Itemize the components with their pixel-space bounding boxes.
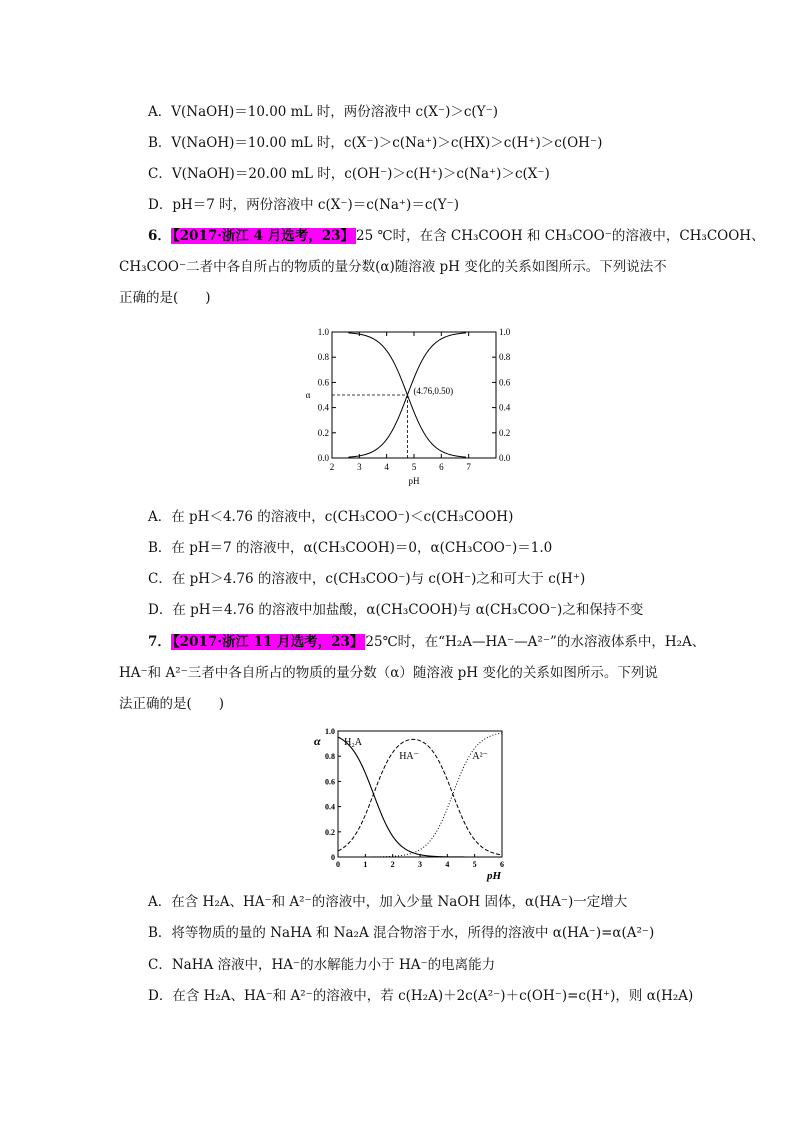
x-tick-label: 3	[418, 860, 422, 869]
x-tick-label: 6	[439, 462, 444, 472]
y-tick-label: 0.6	[317, 377, 329, 388]
y-tick-label-right: 0.4	[499, 402, 511, 413]
y-tick-label-right: 0.6	[499, 377, 511, 388]
y-tick-label: 0.2	[325, 827, 335, 837]
x-tick-label: 5	[472, 860, 477, 869]
label-ha: HA⁻	[399, 751, 419, 762]
q6-stem-line-1	[148, 226, 765, 246]
y-axis-label: α	[305, 390, 311, 400]
y-tick-label: 1.0	[325, 727, 335, 736]
prev-option-a: A．V(NaOH)＝10.00 mL 时，两份溶液中 c(X⁻)＞c(Y⁻)	[148, 104, 498, 120]
x-tick-label: 6	[500, 860, 504, 869]
chart-h2a-distribution	[312, 725, 512, 883]
intersection-annotation: (4.76,0.50)	[413, 386, 454, 396]
q7-stem-line-2: HA⁻和 A²⁻三者中各自所占的物质的量分数（α）随溶液 pH 变化的关系如图所示。下列说	[119, 665, 658, 681]
prev-option-b: B．V(NaOH)＝10.00 mL 时，c(X⁻)＞c(Na⁺)＞c(HX)＞c(H⁺)＞c(OH⁻)	[148, 135, 603, 151]
x-tick-label: 0	[336, 860, 340, 869]
prev-option-d: D．pH＝7 时，两份溶液中 c(X⁻)＝c(Na⁺)＝c(Y⁻)	[148, 197, 459, 213]
x-tick-label: 1	[363, 860, 368, 869]
x-tick-label: 4	[384, 462, 389, 472]
x-tick-label: 2	[390, 860, 395, 869]
y-tick-label: 0.6	[325, 777, 335, 787]
plot-frame	[338, 731, 502, 857]
chart-acetic-acid-distribution	[300, 322, 530, 494]
q7-stem-line-3: 法正确的是( )	[119, 696, 225, 712]
y-tick-label: 0.0	[317, 453, 329, 463]
y-tick-label: 1.0	[317, 327, 329, 337]
label-a2: A²⁻	[472, 751, 488, 762]
q6-source-tag: 【2017·浙江 4 月选考，23】	[172, 228, 355, 244]
q6-option-d: D．在 pH＝4.76 的溶液中加盐酸，α(CH₃COOH)与 α(CH₃COO⁻)之和保持不变	[148, 602, 644, 618]
q6-option-b: B．在 pH＝7 的溶液中，α(CH₃COOH)＝0，α(CH₃COO⁻)＝1.0	[148, 540, 553, 556]
y-tick-label-right: 0.0	[499, 453, 511, 463]
q6-option-a: A．在 pH＜4.76 的溶液中，c(CH₃COO⁻)＜c(CH₃COOH)	[148, 509, 514, 525]
y-tick-label-right: 0.8	[499, 352, 511, 363]
y-tick-label: 0.4	[325, 802, 335, 812]
y-tick-label: 0.8	[325, 752, 335, 762]
x-tick-label: 4	[445, 860, 450, 869]
q7-option-a: A．在含 H₂A、HA⁻和 A²⁻的溶液中，加入少量 NaOH 固体，α(HA⁻)一定增大	[148, 894, 628, 910]
q7-stem-text-1: 25℃时，在“H₂A—HA⁻—A²⁻”的水溶液体系中，H₂A、	[365, 634, 706, 650]
q6-stem-line-2: CH₃COO⁻二者中各自所占的物质的量分数(α)随溶液 pH 变化的关系如图所示。下列说法不	[119, 259, 667, 275]
y-axis-label: α	[314, 734, 321, 748]
q6-stem-text-1: 25 ℃时，在含 CH₃COOH 和 CH₃COO⁻的溶液中，CH₃COOH、	[356, 228, 765, 244]
q7-number: 7．	[148, 634, 171, 650]
q7-option-b: B．将等物质的量的 NaHA 和 Na₂A 混合物溶于水，所得的溶液中 α(HA⁻)=α(A²⁻)	[148, 925, 655, 941]
x-axis-label: pH	[486, 870, 502, 882]
y-tick-label: 0.4	[317, 402, 329, 413]
q6-number: 6．	[148, 228, 171, 244]
label-h2a: H₂A	[344, 737, 363, 748]
q7-stem-line-1	[148, 632, 705, 652]
prev-option-c: C．V(NaOH)＝20.00 mL 时，c(OH⁻)＞c(H⁺)＞c(Na⁺)＞c(X⁻)	[148, 166, 550, 182]
x-tick-label: 3	[357, 462, 362, 472]
y-tick-label-right: 1.0	[499, 327, 511, 337]
x-tick-label: 7	[466, 462, 471, 472]
x-tick-label: 5	[411, 462, 417, 472]
y-tick-label: 0.2	[317, 427, 329, 438]
q6-option-c: C．在 pH＞4.76 的溶液中，c(CH₃COO⁻)与 c(OH⁻)之和可大于 c(H⁺)	[148, 571, 586, 587]
y-tick-label-right: 0.2	[499, 427, 511, 438]
q7-option-c: C．NaHA 溶液中，HA⁻的水解能力小于 HA⁻的电离能力	[148, 957, 496, 973]
x-tick-label: 2	[329, 462, 335, 472]
q7-option-d: D．在含 H₂A、HA⁻和 A²⁻的溶液中，若 c(H₂A)＋2c(A²⁻)＋c(OH⁻)=c(H⁺)，则 α(H₂A)	[148, 988, 694, 1004]
y-tick-label: 0.8	[317, 352, 329, 363]
q6-stem-line-3: 正确的是( )	[119, 290, 211, 306]
q7-source-tag: 【2017·浙江 11 月选考，23】	[172, 634, 364, 650]
x-axis-label: pH	[408, 476, 420, 486]
y-tick-label: 0	[331, 853, 335, 862]
